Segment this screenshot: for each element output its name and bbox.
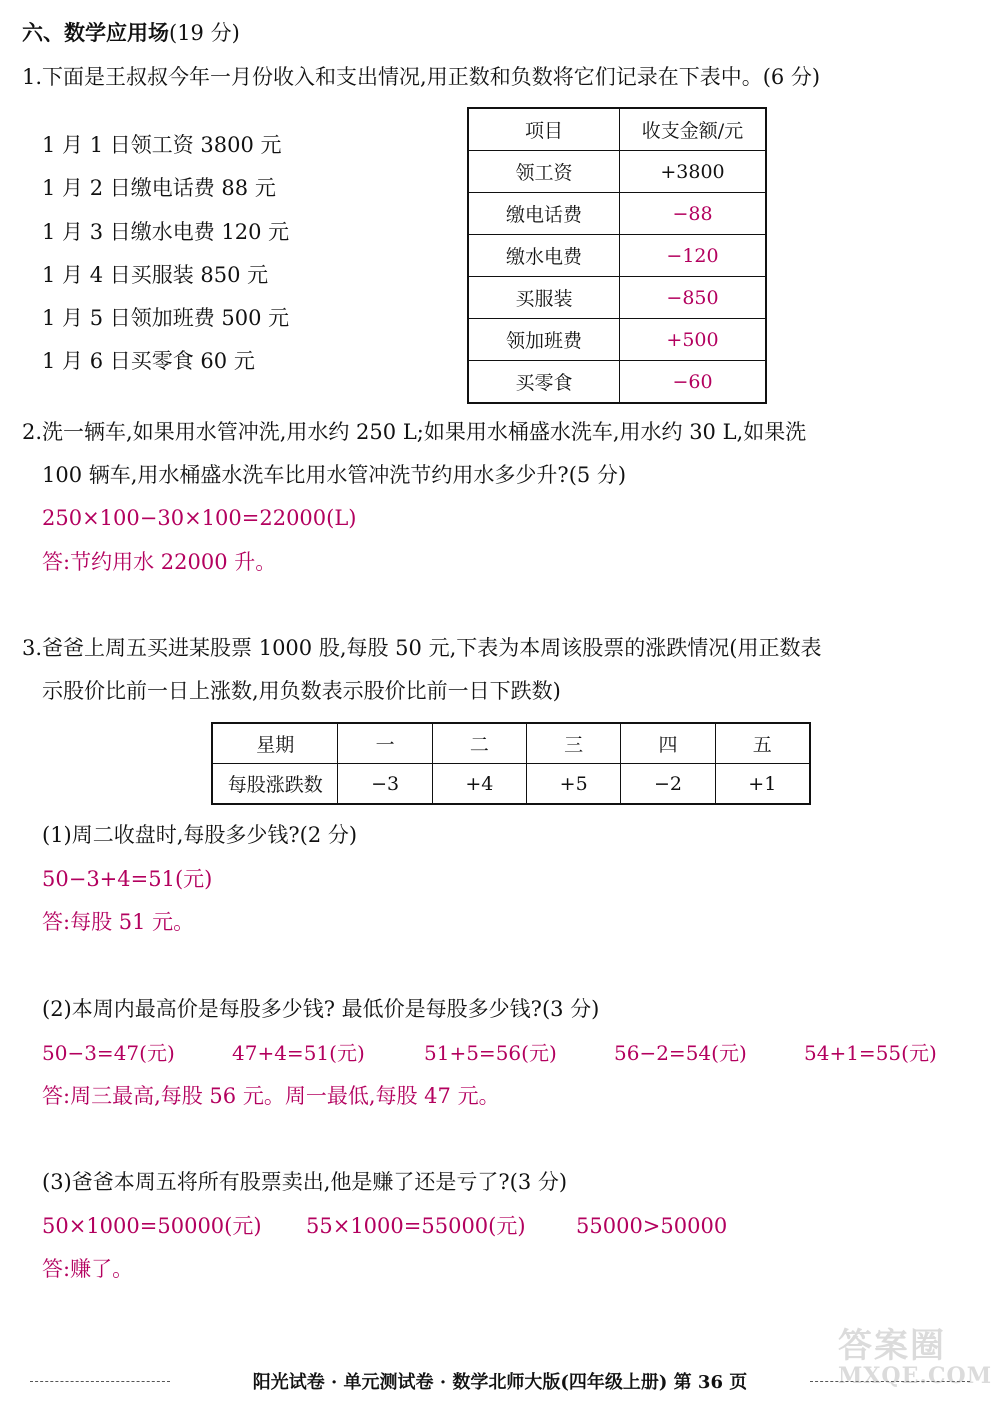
table-row bbox=[468, 361, 766, 404]
day-cell: 三 bbox=[527, 723, 621, 764]
change-cell: +5 bbox=[527, 764, 621, 805]
table-header-row bbox=[212, 723, 810, 764]
amount-cell: −60 bbox=[620, 361, 767, 404]
day-cell: 二 bbox=[432, 723, 526, 764]
item-cell: 缴水电费 bbox=[468, 235, 620, 277]
income-expense-table bbox=[467, 107, 767, 404]
q1-item: 1 月 2 日缴电话费 88 元 bbox=[42, 176, 276, 200]
change-cell: −2 bbox=[621, 764, 715, 805]
table-row bbox=[468, 151, 766, 193]
q3-sub3-answer: 答:赚了。 bbox=[42, 1257, 134, 1281]
table-header-row bbox=[468, 108, 766, 151]
q3-sub2-prompt: (2)本周内最高价是每股多少钱? 最低价是每股多少钱?(3 分) bbox=[42, 997, 600, 1021]
q3-sub2-work: 51+5=56(元) bbox=[424, 1041, 557, 1065]
table-row bbox=[468, 277, 766, 319]
item-cell: 买零食 bbox=[468, 361, 620, 404]
q3-sub1-prompt: (1)周二收盘时,每股多少钱?(2 分) bbox=[42, 823, 358, 847]
stock-change-table bbox=[211, 722, 811, 805]
table-header: 星期 bbox=[212, 723, 338, 764]
table-row bbox=[468, 193, 766, 235]
q3-sub2-answer: 答:周三最高,每股 56 元。周一最低,每股 47 元。 bbox=[42, 1084, 500, 1108]
q1-item: 1 月 1 日领工资 3800 元 bbox=[42, 133, 282, 157]
q1-prompt: 1.下面是王叔叔今年一月份收入和支出情况,用正数和负数将它们记录在下表中。(6 分) bbox=[22, 65, 821, 89]
section-score: (19 分) bbox=[169, 21, 240, 45]
item-cell: 领加班费 bbox=[468, 319, 620, 361]
q3-sub3-work: 55×1000=55000(元) bbox=[306, 1214, 526, 1238]
q3-prompt-line2: 示股价比前一日上涨数,用负数表示股价比前一日下跌数) bbox=[42, 679, 561, 703]
q1-item: 1 月 6 日买零食 60 元 bbox=[42, 349, 255, 373]
change-cell: +4 bbox=[432, 764, 526, 805]
day-cell: 五 bbox=[715, 723, 810, 764]
q3-sub2-work: 56−2=54(元) bbox=[614, 1041, 747, 1065]
watermark-top: 答案圈 bbox=[838, 1326, 946, 1366]
q2-answer: 答:节约用水 22000 升。 bbox=[42, 550, 277, 574]
day-cell: 一 bbox=[338, 723, 432, 764]
q3-sub3-prompt: (3)爸爸本周五将所有股票卖出,他是赚了还是亏了?(3 分) bbox=[42, 1170, 568, 1194]
q1-item: 1 月 5 日领加班费 500 元 bbox=[42, 306, 290, 330]
table-header: 收支金额/元 bbox=[620, 108, 767, 151]
item-cell: 缴电话费 bbox=[468, 193, 620, 235]
row-label: 每股涨跌数 bbox=[212, 764, 338, 805]
q3-sub2-work: 50−3=47(元) bbox=[42, 1041, 175, 1065]
table-header: 项目 bbox=[468, 108, 620, 151]
amount-cell: −88 bbox=[620, 193, 767, 235]
q2-prompt-line1: 2.洗一辆车,如果用水管冲洗,用水约 250 L;如果用水桶盛水洗车,用水约 30 L,如果洗 bbox=[22, 420, 807, 444]
day-cell: 四 bbox=[621, 723, 715, 764]
page-footer bbox=[30, 1368, 970, 1394]
q2-work: 250×100−30×100=22000(L) bbox=[42, 506, 357, 530]
q1-item: 1 月 3 日缴水电费 120 元 bbox=[42, 220, 290, 244]
q3-sub1-work: 50−3+4=51(元) bbox=[42, 867, 213, 891]
item-cell: 买服装 bbox=[468, 277, 620, 319]
q3-prompt-line1: 3.爸爸上周五买进某股票 1000 股,每股 50 元,下表为本周该股票的涨跌情况(用正数表 bbox=[22, 636, 822, 660]
amount-cell: −850 bbox=[620, 277, 767, 319]
table-row bbox=[468, 235, 766, 277]
section-title bbox=[22, 18, 240, 48]
q2-prompt-line2: 100 辆车,用水桶盛水洗车比用水管冲洗节约用水多少升?(5 分) bbox=[42, 463, 627, 487]
watermark-bottom: MXQE.COM bbox=[838, 1363, 993, 1389]
change-cell: −3 bbox=[338, 764, 432, 805]
q3-sub3-work: 55000>50000 bbox=[576, 1214, 728, 1238]
table-row bbox=[468, 319, 766, 361]
change-cell: +1 bbox=[715, 764, 810, 805]
q1-item: 1 月 4 日买服装 850 元 bbox=[42, 263, 269, 287]
item-cell: 领工资 bbox=[468, 151, 620, 193]
q3-sub1-answer: 答:每股 51 元。 bbox=[42, 910, 195, 934]
q3-sub2-work: 54+1=55(元) bbox=[804, 1041, 937, 1065]
amount-cell: +500 bbox=[620, 319, 767, 361]
q3-sub2-work: 47+4=51(元) bbox=[232, 1041, 365, 1065]
table-row bbox=[212, 764, 810, 805]
section-title-text: 六、数学应用场 bbox=[22, 20, 169, 45]
q3-sub3-work: 50×1000=50000(元) bbox=[42, 1214, 262, 1238]
amount-cell: +3800 bbox=[620, 151, 767, 193]
watermark-logo bbox=[838, 1318, 993, 1398]
footer-text: 阳光试卷 · 单元测试卷 · 数学北师大版(四年级上册) 第 36 页 bbox=[249, 1372, 751, 1393]
amount-cell: −120 bbox=[620, 235, 767, 277]
